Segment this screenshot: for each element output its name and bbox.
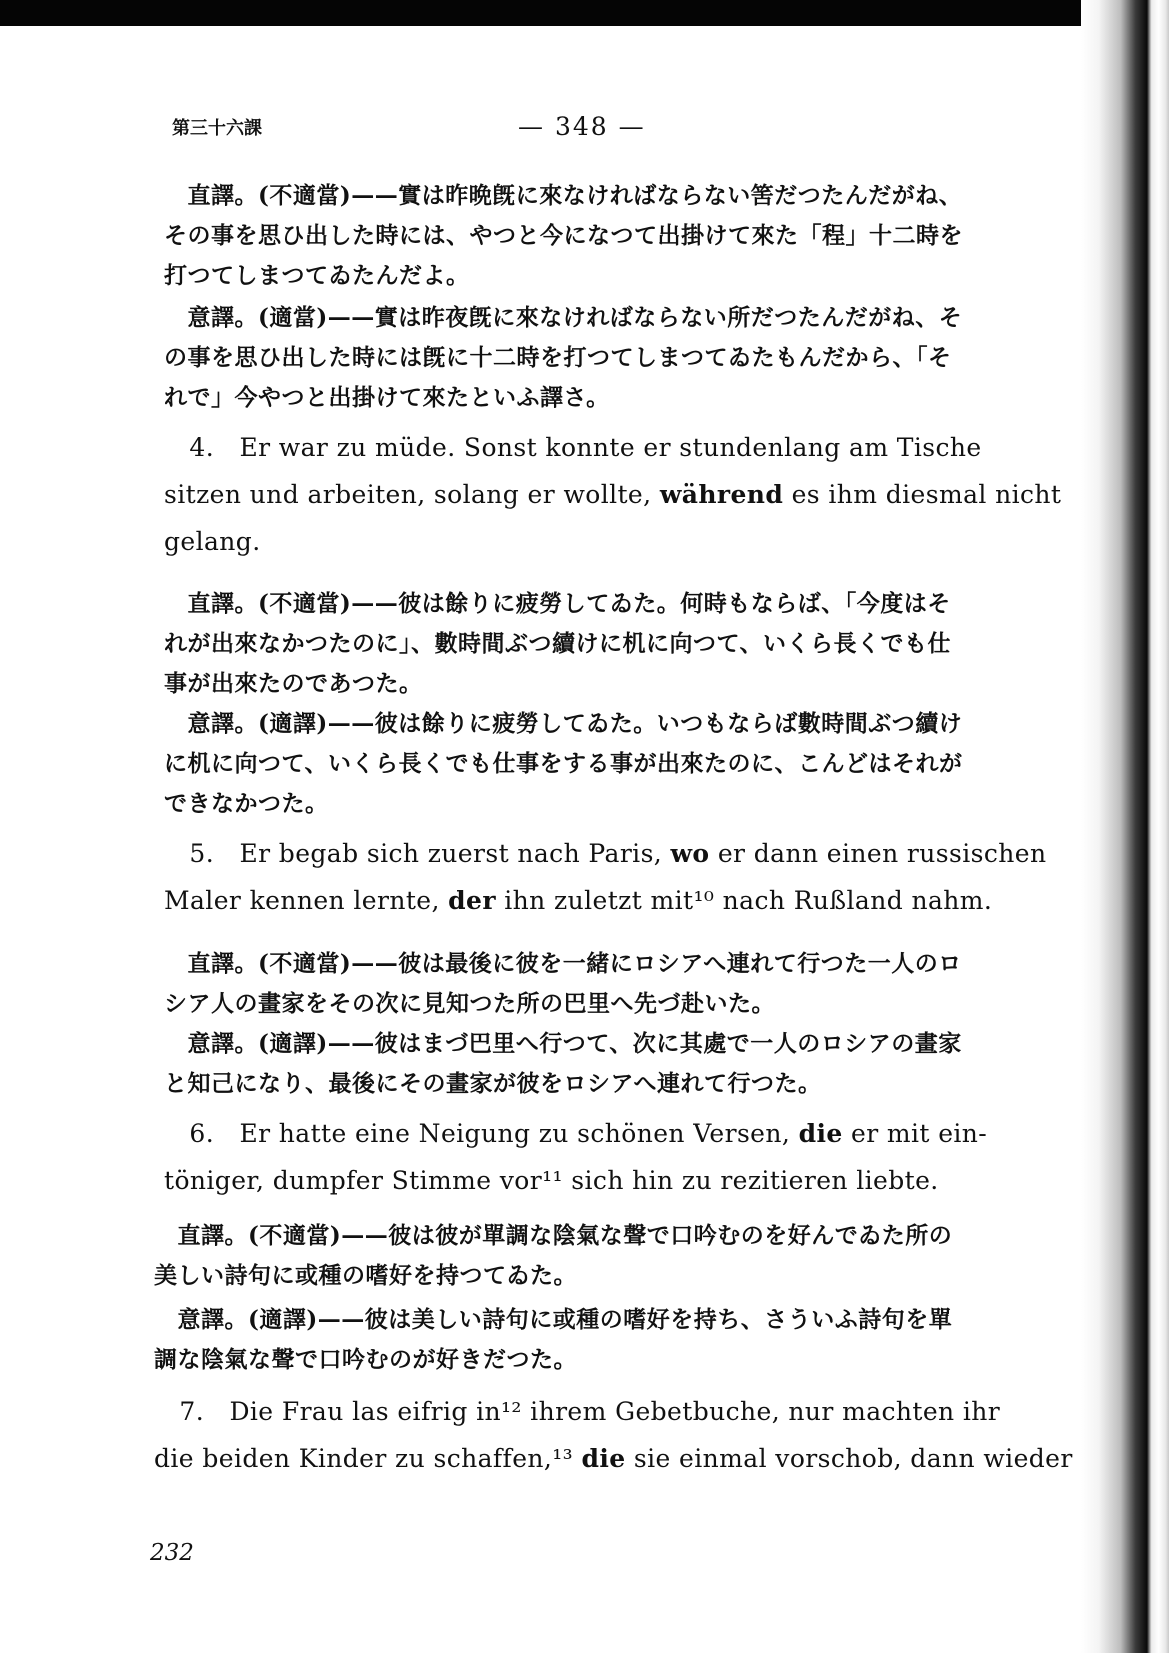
text-line: 調な陰氣な聲で口吟むのが好きだつた。 xyxy=(154,1346,577,1373)
text-line: その事を思ひ出した時には、やつと今になつて出掛けて來た「程」十二時を xyxy=(164,222,963,249)
text-line xyxy=(154,1435,1073,1482)
text-line: 美しい詩句に或種の嗜好を持つてゐた。 xyxy=(154,1262,577,1289)
folio-number: 232 xyxy=(150,1540,194,1566)
text-line: 打つてしまつてゐたんだよ。 xyxy=(164,262,470,289)
text-run: 6. Er hatte eine Neigung zu schönen Versen, xyxy=(164,1119,799,1148)
text-line: シア人の畫家をその次に見知つた所の巴里へ先づ赴いた。 xyxy=(164,990,775,1017)
text-line: 直譯。(不適當)——彼は彼が單調な陰氣な聲で口吟むのを好んでゐた所の xyxy=(154,1222,953,1249)
text-line: töniger, dumpfer Stimme vor¹¹ sich hin zu rezitieren liebte. xyxy=(164,1166,939,1195)
text-line xyxy=(164,471,1061,518)
text-line: 直譯。(不適當)——彼は餘りに疲勞してゐた。何時もならば、「今度はそ xyxy=(164,590,951,617)
text-line: 7. Die Frau las eifrig in¹² ihrem Gebetbuche, nur machten ihr xyxy=(154,1397,1001,1426)
german-sentence-4 xyxy=(164,424,1061,565)
relative-word-highlight: die xyxy=(798,1119,843,1148)
text-line: 4. Er war zu müde. Sonst konnte er stundenlang am Tische xyxy=(164,433,982,462)
relative-word-highlight: der xyxy=(448,886,496,915)
translation-literal-5 xyxy=(164,944,962,1024)
text-line: と知己になり、最後にその畫家が彼をロシアへ連れて行つた。 xyxy=(164,1070,822,1097)
text-line: に机に向つて、いくら長くでも仕事をする事が出來たのに、こんどはそれが xyxy=(164,750,963,777)
translation-literal-3 xyxy=(164,176,963,296)
text-line xyxy=(164,877,1046,924)
text-line: 直譯。(不適當)——彼は最後に彼を一緒にロシアへ連れて行つた一人のロ xyxy=(164,950,962,977)
german-sentence-5 xyxy=(164,830,1046,924)
text-line: gelang. xyxy=(164,527,261,556)
translation-free-3 xyxy=(164,298,962,418)
text-line xyxy=(164,830,1046,877)
text-line: 直譯。(不適當)——實は昨晩旣に來なければならない筈だつたんだがね、 xyxy=(164,182,963,209)
text-run: ihn zuletzt mit¹⁰ nach Rußland nahm. xyxy=(495,886,993,915)
text-line: できなかつた。 xyxy=(164,790,329,817)
text-line: 意譯。(適譯)——彼は餘りに疲勞してゐた。いつもならば數時間ぶつ續け xyxy=(164,710,963,737)
translation-literal-6 xyxy=(154,1216,952,1296)
german-sentence-6 xyxy=(164,1110,987,1204)
text-line: れで」今やつと出掛けて來たといふ譯さ。 xyxy=(164,384,610,411)
translation-free-5 xyxy=(164,1024,962,1104)
text-run: er mit ein- xyxy=(842,1119,988,1148)
text-run: die beiden Kinder zu schaffen,¹³ xyxy=(154,1444,582,1473)
relative-word-highlight: wo xyxy=(670,839,710,868)
translation-free-6 xyxy=(154,1300,952,1380)
text-line: の事を思ひ出した時には旣に十二時を打つてしまつてゐたもんだから、「そ xyxy=(164,344,952,371)
german-sentence-7 xyxy=(154,1388,1073,1482)
text-run: es ihm diesmal nicht xyxy=(783,480,1062,509)
text-line: 意譯。(適譯)——彼はまづ巴里へ行つて、次に其處で一人のロシアの畫家 xyxy=(164,1030,962,1057)
text-line: 意譯。(適當)——實は昨夜旣に來なければならない所だつたんだがね、そ xyxy=(164,304,963,331)
text-line xyxy=(164,1110,987,1157)
text-run: er dann einen russischen xyxy=(709,839,1047,868)
text-run: sie einmal vorschob, dann wieder xyxy=(625,1444,1073,1473)
text-run: Maler kennen lernte, xyxy=(164,886,449,915)
relative-word-highlight: die xyxy=(581,1444,626,1473)
scan-top-shadow xyxy=(0,0,1169,26)
text-run: 5. Er begab sich zuerst nach Paris, xyxy=(164,839,671,868)
translation-literal-4 xyxy=(164,584,951,704)
translation-free-4 xyxy=(164,704,963,824)
running-head: 第三十六課 xyxy=(172,118,262,139)
text-run: sitzen und arbeiten, solang er wollte, xyxy=(164,480,660,509)
text-line: れが出來なかつたのに」、數時間ぶつ續けに机に向つて、いくら長くでも仕 xyxy=(164,630,952,657)
relative-word-highlight: während xyxy=(659,480,784,509)
text-line: 意譯。(適譯)——彼は美しい詩句に或種の嗜好を持ち、さういふ詩句を單 xyxy=(154,1306,953,1333)
page-number: — 348 — xyxy=(518,112,646,141)
scan-page-edge xyxy=(1081,0,1169,1653)
text-line: 事が出來たのであつた。 xyxy=(164,670,423,697)
